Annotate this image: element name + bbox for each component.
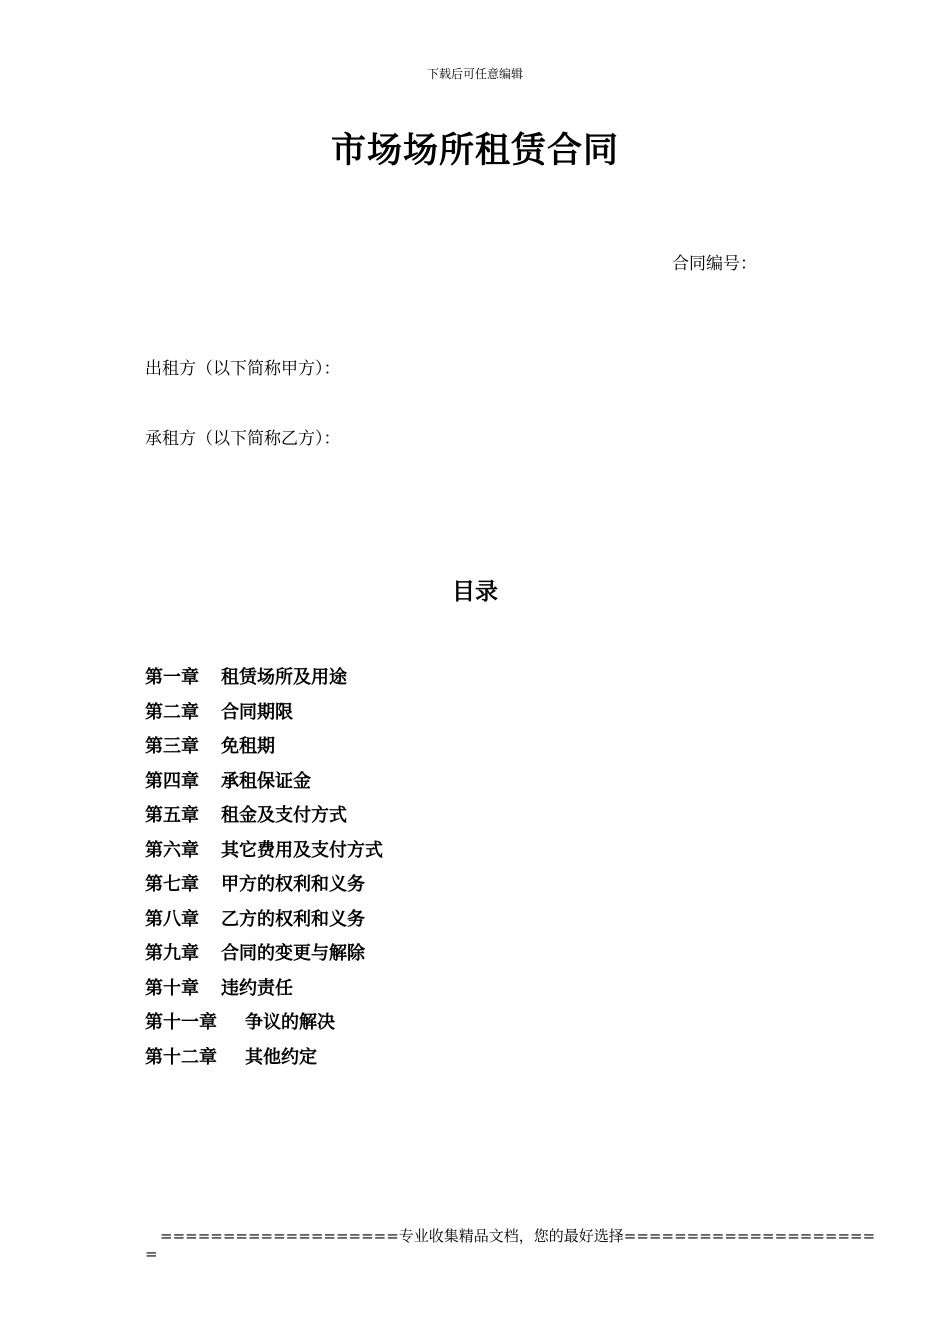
- toc-chapter-title: 违约责任: [221, 977, 293, 999]
- toc-chapter-title: 合同期限: [221, 701, 293, 723]
- toc-chapter-title: 合同的变更与解除: [221, 943, 365, 964]
- toc-chapter-number: 第五章: [145, 805, 199, 826]
- toc-chapter-title: 争议的解决: [245, 1012, 335, 1033]
- lessor-line: 出租方（以下简称甲方）：: [145, 359, 341, 379]
- toc-chapter-title: 其它费用及支付方式: [221, 839, 383, 861]
- toc-chapter-number: 第十一章: [145, 1012, 217, 1033]
- toc-item: [145, 734, 383, 769]
- toc-chapter-title: 租赁场所及用途: [221, 667, 347, 688]
- toc-chapter-number: 第十二章: [145, 1046, 217, 1068]
- header-note: 下载后可任意编辑: [426, 67, 523, 81]
- toc-chapter-title: 甲方的权利和义务: [221, 874, 365, 895]
- footer-banner-overflow: =: [145, 1245, 158, 1263]
- toc-chapter-number: 第八章: [145, 908, 199, 930]
- toc-chapter-title: 租金及支付方式: [221, 805, 347, 826]
- toc-item: [145, 769, 383, 804]
- document-title: 市场场所租赁合同: [330, 130, 619, 171]
- footer-banner: ===================专业收集精品文档，您的最好选择====================: [160, 1227, 876, 1245]
- toc-chapter-number: 第三章: [145, 736, 199, 757]
- toc-chapter-title: 乙方的权利和义务: [221, 908, 365, 930]
- table-of-contents: [145, 665, 383, 1079]
- toc-item: [145, 838, 383, 873]
- contract-number-label: 合同编号：: [672, 254, 757, 274]
- toc-item: [145, 700, 383, 735]
- toc-chapter-number: 第十章: [145, 977, 199, 999]
- lessee-line: 承租方（以下简称乙方）：: [145, 429, 341, 449]
- toc-chapter-title: 其他约定: [245, 1046, 317, 1068]
- toc-chapter-title: 免租期: [221, 736, 275, 757]
- toc-chapter-number: 第七章: [145, 874, 199, 895]
- toc-chapter-title: 承租保证金: [221, 770, 311, 792]
- toc-chapter-number: 第四章: [145, 770, 199, 792]
- toc-item: [145, 872, 383, 907]
- toc-item: [145, 976, 383, 1011]
- toc-item: [145, 1010, 383, 1045]
- toc-item: [145, 941, 383, 976]
- toc-title: 目录: [452, 578, 498, 605]
- toc-chapter-number: 第一章: [145, 667, 199, 688]
- toc-chapter-number: 第六章: [145, 839, 199, 861]
- toc-item: [145, 1045, 383, 1080]
- toc-item: [145, 803, 383, 838]
- toc-item: [145, 907, 383, 942]
- toc-chapter-number: 第二章: [145, 701, 199, 723]
- toc-item: [145, 665, 383, 700]
- toc-chapter-number: 第九章: [145, 943, 199, 964]
